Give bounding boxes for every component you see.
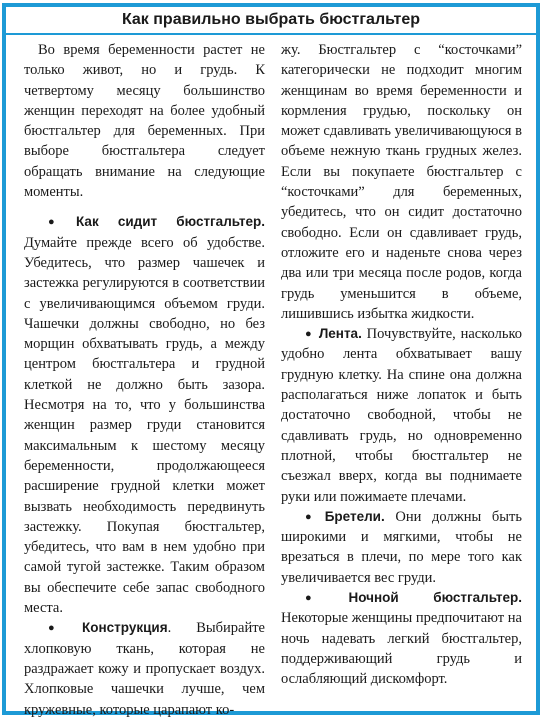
fit-heading: Как сидит бюстгальтер. — [76, 214, 265, 230]
construction-heading: Конструкция — [82, 620, 168, 636]
intro-paragraph: Во время беременности растет не только живот, но и грудь. К четвертому месяцу большинство женщин переходят на более удобный бюстгальтер для беременных. При выборе бюстгальтера следует обращать внимание на следующие моменты. — [24, 42, 265, 201]
straps-section — [281, 507, 522, 588]
night-bra-heading: Ночной бюстгальтер. — [348, 590, 522, 606]
straps-text: Они должны быть широкими и мягкими, чтобы не врезаться в плечи, по мере того как увеличивается вес груди. — [281, 508, 522, 586]
right-column — [281, 40, 522, 690]
continued-paragraph: жу. Бюстгальтер с “косточками” категорически не подходит многим женщинам во время беременности и кормления грудью, поскольку он может сдавливать увеличивающуюся в объеме нежную ткань грудных желез. Если вы покупаете бюстгальтер с “косточками” для беременных, убедитесь, что он сидит достаточно свободно. Если он сдавливает грудь, отложите его и наденьте снова через два или три месяца после родов, когда грудь уменьшится в объеме, лишившись избытка жидкости. — [281, 42, 522, 322]
band-section — [281, 324, 522, 507]
band-heading: Лента. — [318, 326, 362, 342]
fit-section — [24, 212, 265, 618]
band-text: Почувствуйте, насколько удобно лента обхватывает вашу грудную клетку. На спине она должна располагаться ниже лопаток и быть достаточно свободной, чтобы не сдавливать грудь, но одновременно плотной, чтобы бюстгальтер не съезжал вверх, когда вы поднимаете руки или пожимаете плечами. — [281, 326, 522, 505]
article-title: Как правильно выбрать бюстгальтер — [6, 7, 536, 35]
straps-heading: Бретели. — [324, 508, 385, 524]
fit-text: Думайте прежде всего об удобстве. Убедитесь, что размер чашечек и застежка регулируются в соответствии с увеличивающимся объемом груди. Чашечки должны свободно, но без морщин обхватывать грудь, а между центром бюстгальтера и грудной клеткой не должно быть зазора. Несмотря на то, что у большинства женщин размер груди становится максимальным к шестому месяцу беременности, продолжающееся расширение грудной клетки может вызвать необходимость передвинуть застежку. Покупая бюстгальтер, убедитесь, что вам в нем удобно при самой тугой застежке. Таким образом вы обеспечите себе запас свободного места. — [24, 234, 265, 617]
night-bra-section — [281, 588, 522, 689]
construction-section — [24, 618, 265, 719]
night-bra-text: Некоторые женщины предпочитают на ночь надевать легкий бюстгальтер, поддерживающий грудь и ослабляющий дискомфорт. — [281, 610, 522, 688]
construction-text: . Выбирайте хлопковую ткань, которая не раздражает кожу и пропускает воздух. Хлопковые чашечки лучше, чем кружевные, которые царапают ко- — [24, 620, 265, 718]
left-column — [24, 40, 265, 720]
